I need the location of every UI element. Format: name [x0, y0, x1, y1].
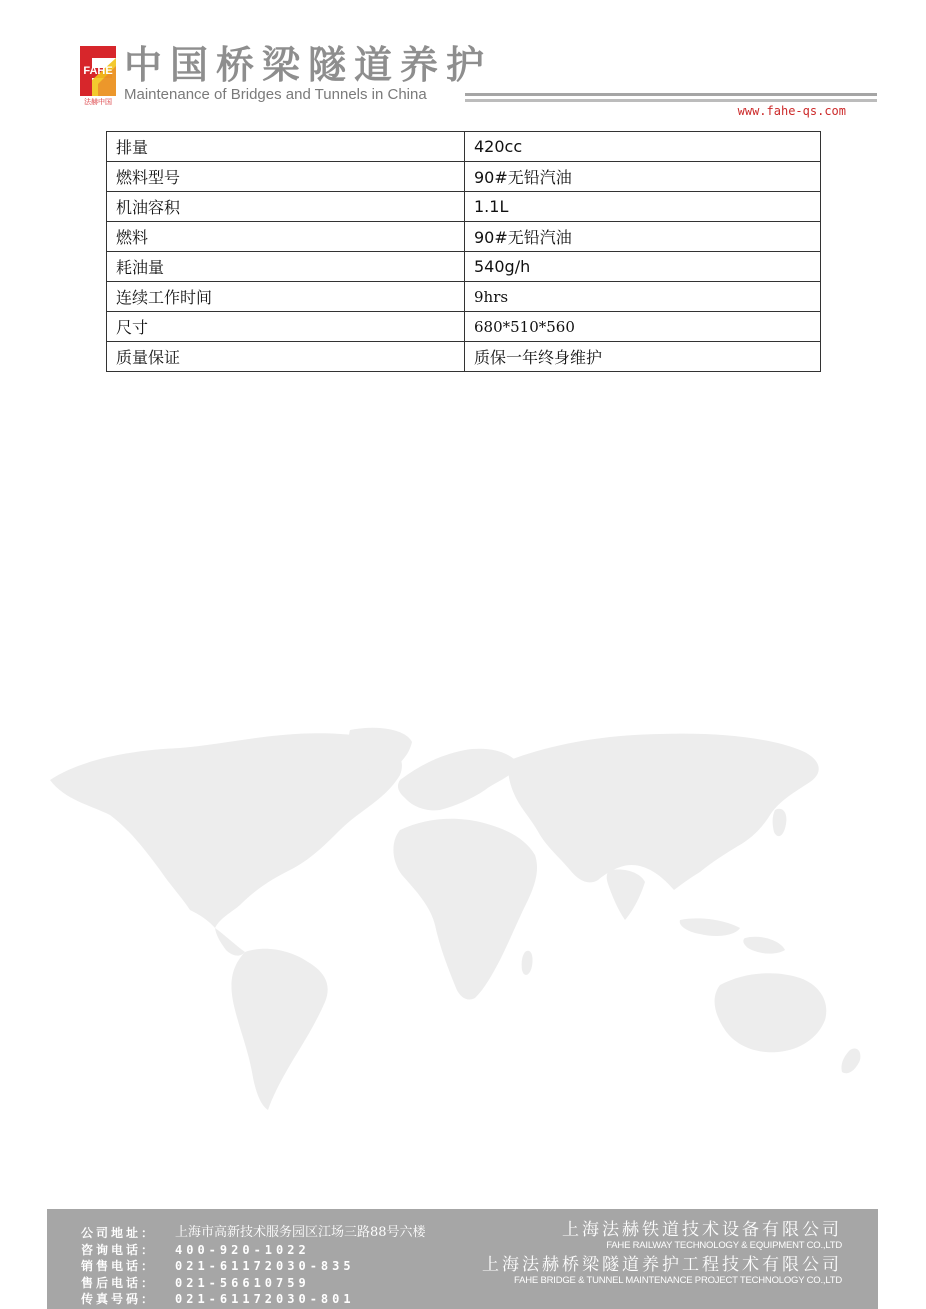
- spec-key: 燃料: [107, 222, 465, 252]
- spec-key: 机油容积: [107, 192, 465, 222]
- spec-key: 连续工作时间: [107, 282, 465, 312]
- spec-value: 680*510*560: [465, 312, 821, 342]
- spec-value: 质保一年终身维护: [465, 342, 821, 372]
- spec-key: 燃料型号: [107, 162, 465, 192]
- spec-value: 90#无铅汽油: [465, 162, 821, 192]
- table-row: [107, 222, 821, 252]
- company-name-cn: 上海法赫桥梁隧道养护工程技术有限公司: [482, 1255, 842, 1275]
- contact-list: [81, 1225, 426, 1308]
- contact-label: 售后电话：: [81, 1275, 157, 1290]
- contact-label: 公司地址：: [81, 1226, 157, 1240]
- header-title-en: Maintenance of Bridges and Tunnels in China: [124, 86, 427, 103]
- page-header: [0, 0, 926, 130]
- spec-value: 9hrs: [465, 282, 821, 312]
- page-footer: [47, 1209, 878, 1309]
- spec-table: [106, 131, 821, 372]
- spec-value: 90#无铅汽油: [465, 222, 821, 252]
- contact-value: 021-61172030-801: [175, 1292, 355, 1306]
- world-map-watermark: [40, 720, 890, 1120]
- contact-row: [81, 1225, 426, 1242]
- contact-label: 咨询电话：: [81, 1242, 157, 1257]
- contact-value: 021-56610759: [175, 1275, 310, 1290]
- spec-value: 540g/h: [465, 252, 821, 282]
- website-link[interactable]: www.fahe-qs.com: [737, 104, 846, 118]
- contact-value: 上海市高新技术服务园区江场三路88号六楼: [175, 1225, 426, 1240]
- spec-value: 420cc: [465, 132, 821, 162]
- header-rule: [465, 93, 877, 96]
- company-name-en: FAHE RAILWAY TECHNOLOGY & EQUIPMENT CO.,LTD: [606, 1240, 842, 1251]
- contact-row: [81, 1242, 426, 1259]
- company-block-railway: [562, 1221, 842, 1252]
- header-rule: [465, 99, 877, 102]
- table-row: [107, 312, 821, 342]
- spec-key: 质量保证: [107, 342, 465, 372]
- company-block-bridge: [482, 1256, 842, 1287]
- table-row: [107, 192, 821, 222]
- contact-label: 传真号码：: [81, 1292, 157, 1306]
- contact-label: 销售电话：: [81, 1259, 157, 1273]
- table-row: [107, 252, 821, 282]
- spec-value: 1.1L: [465, 192, 821, 222]
- header-title-cn: 中国桥梁隧道养护: [124, 43, 493, 87]
- contact-value: 021-61172030-835: [175, 1259, 355, 1273]
- company-name-en: FAHE BRIDGE & TUNNEL MAINTENANCE PROJECT TECHNOLOGY CO.,LTD: [514, 1275, 842, 1286]
- contact-value: 400-920-1022: [175, 1242, 310, 1257]
- spec-key: 尺寸: [107, 312, 465, 342]
- logo-sub-text: 法赫中国: [84, 98, 112, 106]
- contact-row: [81, 1258, 426, 1275]
- contact-row: [81, 1291, 426, 1308]
- fahe-logo: [78, 44, 118, 106]
- contact-row: [81, 1275, 426, 1292]
- table-row: [107, 282, 821, 312]
- table-row: [107, 132, 821, 162]
- company-name-cn: 上海法赫铁道技术设备有限公司: [562, 1220, 842, 1240]
- spec-key: 排量: [107, 132, 465, 162]
- table-row: [107, 342, 821, 372]
- spec-key: 耗油量: [107, 252, 465, 282]
- logo-text: FAHE: [83, 65, 113, 77]
- table-row: [107, 162, 821, 192]
